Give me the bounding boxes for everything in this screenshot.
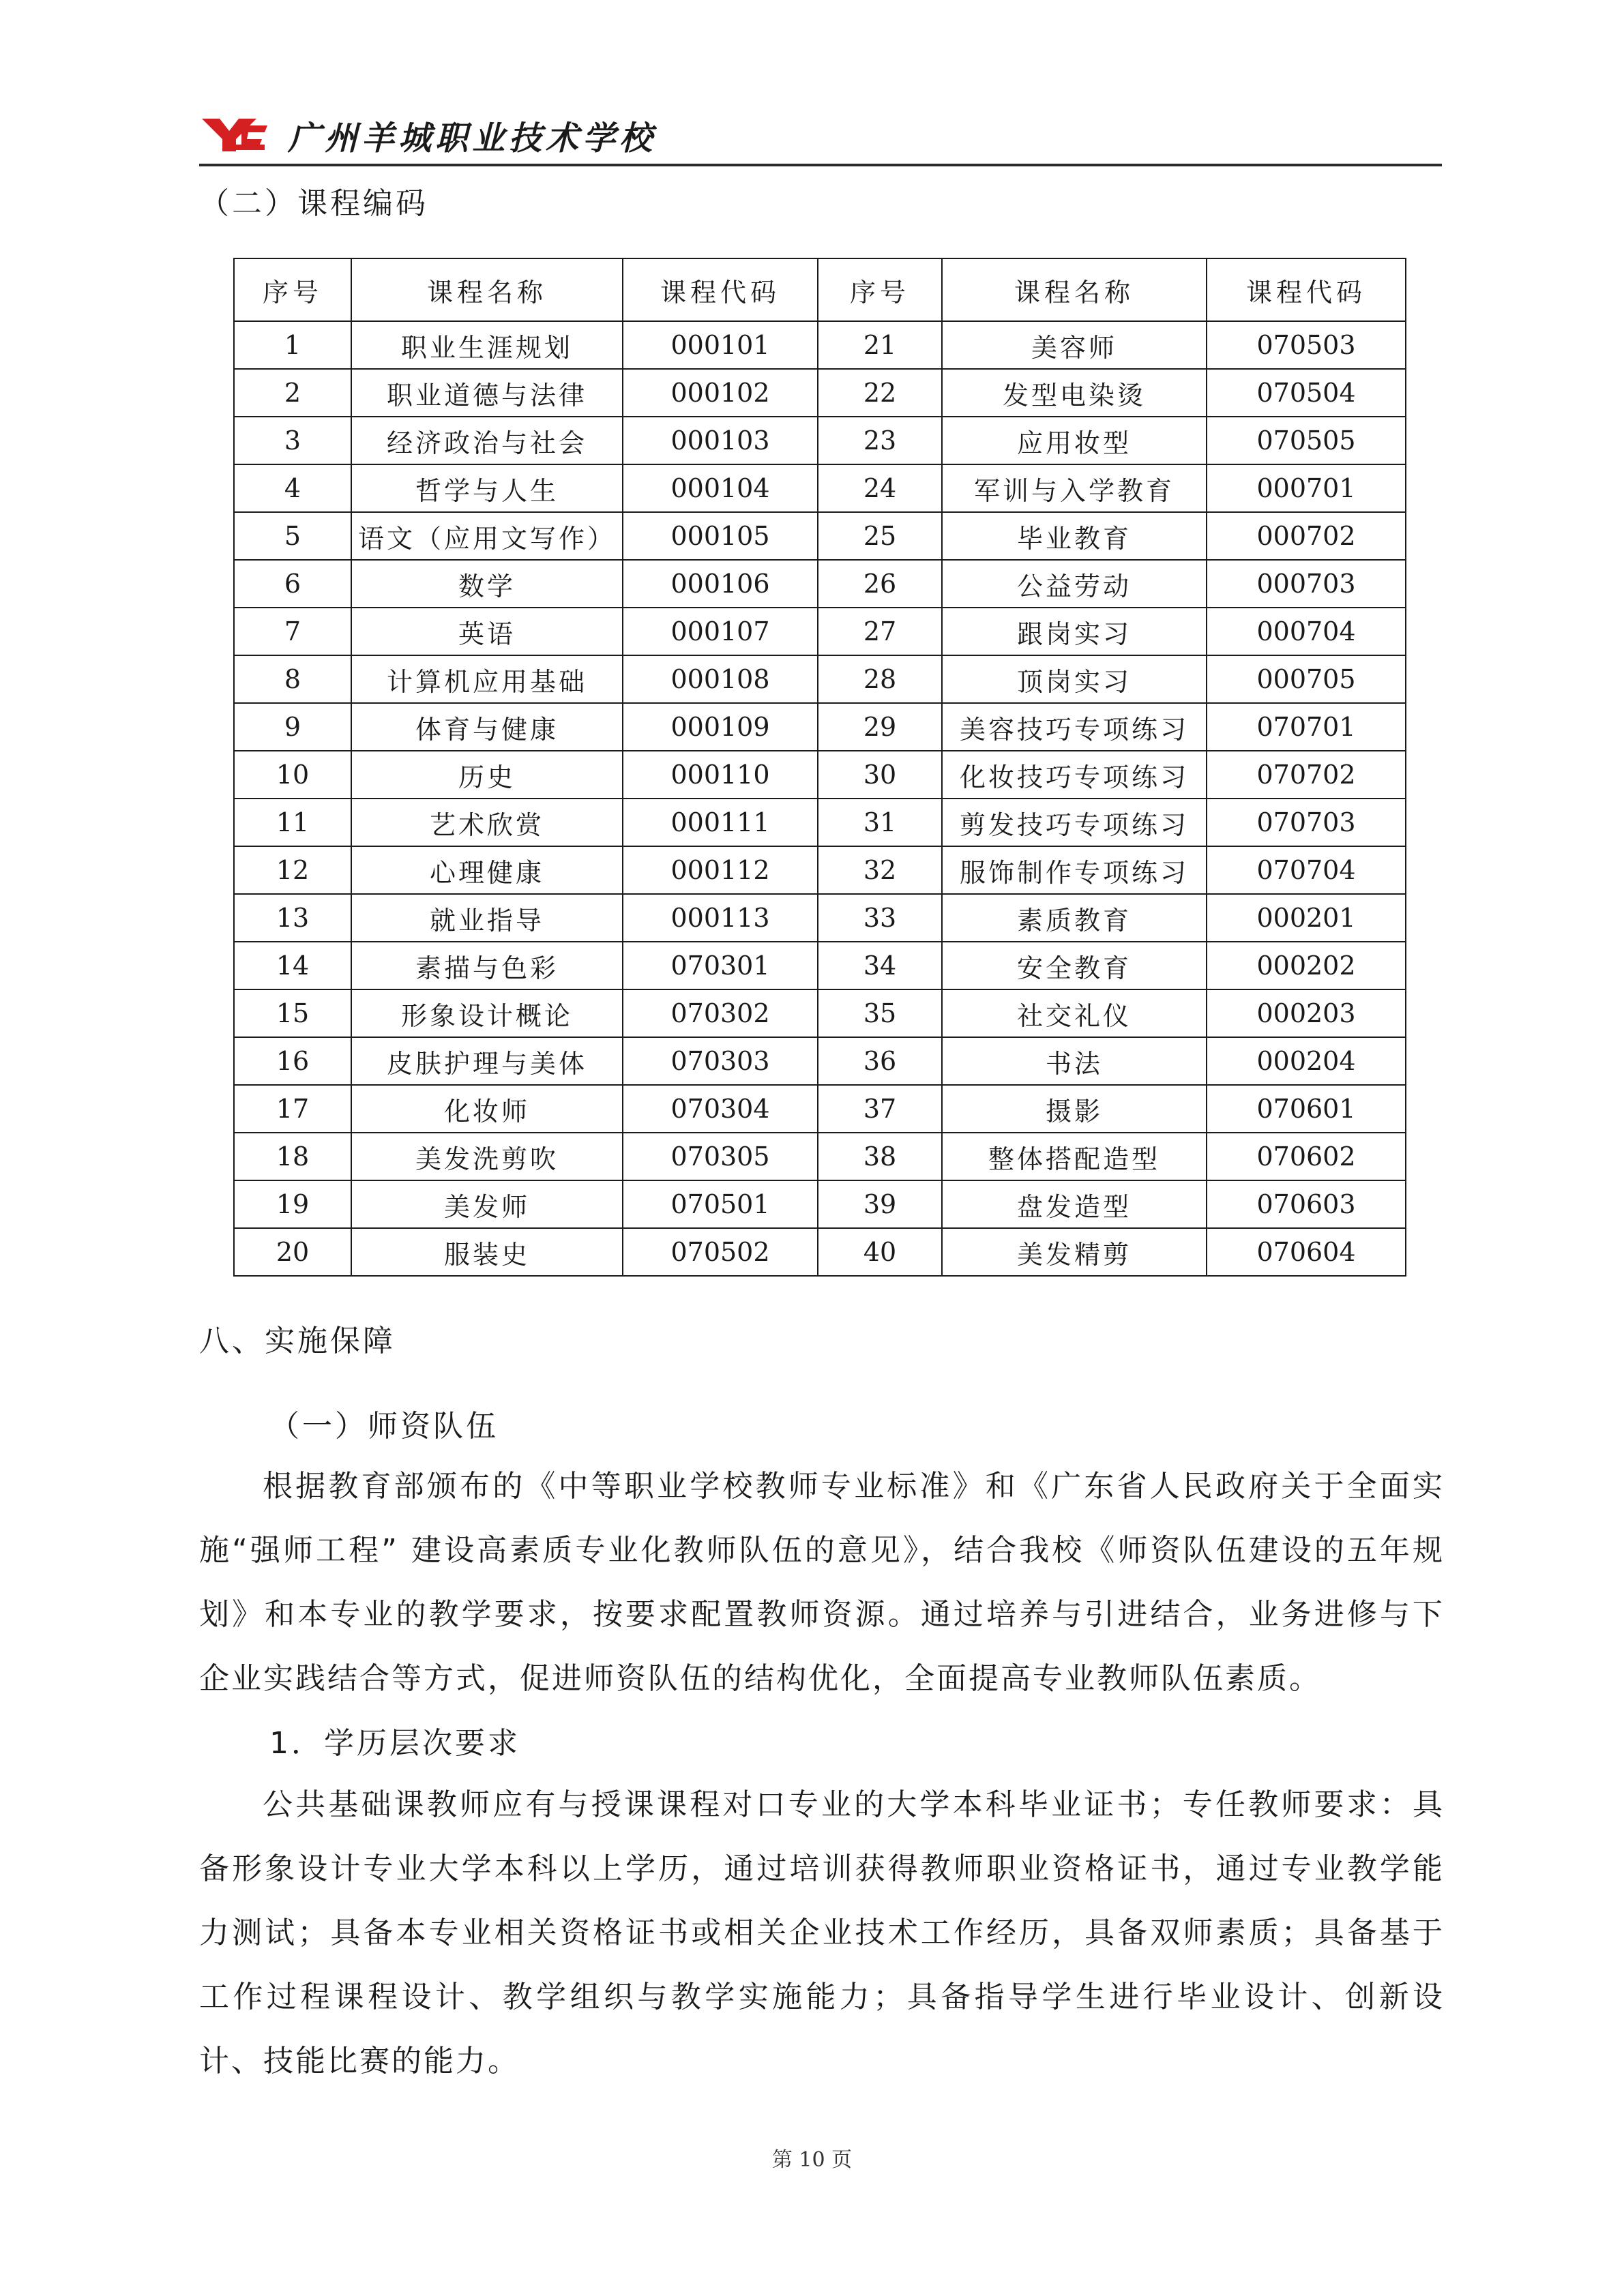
table-row — [234, 799, 1406, 846]
course-code: 070503 — [1207, 321, 1406, 369]
row-index: 7 — [234, 608, 351, 655]
row-index: 27 — [818, 608, 942, 655]
header-course-code: 课程代码 — [1207, 258, 1406, 321]
row-index: 5 — [234, 512, 351, 560]
row-index: 4 — [234, 464, 351, 512]
course-name: 社交礼仪 — [942, 989, 1207, 1037]
table-row — [234, 464, 1406, 512]
row-index: 6 — [234, 560, 351, 608]
course-code: 070301 — [623, 942, 818, 989]
paragraph: 根据教育部颁布的《中等职业学校教师专业标准》和《广东省人民政府关于全面实施“强师工程” 建设高素质专业化教师队伍的意见》，结合我校《师资队伍建设的五年规划》和本专业的教学要求，按要求配置教师资源。通过培养与引进结合，业务进修与下企业实践结合等方式，促进师资队伍的结构优化，全面提高专业教师队伍素质。 — [199, 1469, 1445, 1696]
row-index: 9 — [234, 703, 351, 751]
course-code: 000109 — [623, 703, 818, 751]
header-index: 序号 — [818, 258, 942, 321]
course-code: 070603 — [1207, 1180, 1406, 1228]
row-index: 37 — [818, 1085, 942, 1133]
course-name: 应用妆型 — [942, 417, 1207, 464]
row-index: 25 — [818, 512, 942, 560]
course-code: 070505 — [1207, 417, 1406, 464]
yc-logo-icon — [199, 113, 270, 154]
header-index: 序号 — [234, 258, 351, 321]
row-index: 13 — [234, 894, 351, 942]
row-index: 30 — [818, 751, 942, 799]
course-name: 英语 — [351, 608, 623, 655]
course-code: 000703 — [1207, 560, 1406, 608]
course-name: 素描与色彩 — [351, 942, 623, 989]
table-row — [234, 894, 1406, 942]
course-name: 美发精剪 — [942, 1228, 1207, 1276]
course-code: 000104 — [623, 464, 818, 512]
course-code: 070702 — [1207, 751, 1406, 799]
course-code: 000101 — [623, 321, 818, 369]
course-name: 体育与健康 — [351, 703, 623, 751]
table-row — [234, 655, 1406, 703]
course-code: 000202 — [1207, 942, 1406, 989]
course-code: 070604 — [1207, 1228, 1406, 1276]
course-name: 职业道德与法律 — [351, 369, 623, 417]
course-code-table — [233, 258, 1406, 1277]
course-code: 000105 — [623, 512, 818, 560]
course-name: 顶岗实习 — [942, 655, 1207, 703]
school-name: 广州羊城职业技术学校 — [288, 119, 657, 158]
course-name: 经济政治与社会 — [351, 417, 623, 464]
course-code: 070502 — [623, 1228, 818, 1276]
course-name: 就业指导 — [351, 894, 623, 942]
course-code: 000103 — [623, 417, 818, 464]
table-row — [234, 608, 1406, 655]
row-index: 33 — [818, 894, 942, 942]
table-row — [234, 369, 1406, 417]
table-row — [234, 417, 1406, 464]
row-index: 17 — [234, 1085, 351, 1133]
row-index: 16 — [234, 1037, 351, 1085]
course-code: 000113 — [623, 894, 818, 942]
table-row — [234, 703, 1406, 751]
course-name: 语文（应用文写作） — [351, 512, 623, 560]
course-name: 数学 — [351, 560, 623, 608]
course-code: 070701 — [1207, 703, 1406, 751]
row-index: 19 — [234, 1180, 351, 1228]
row-index: 32 — [818, 846, 942, 894]
course-name: 跟岗实习 — [942, 608, 1207, 655]
course-code: 070602 — [1207, 1133, 1406, 1180]
table-row — [234, 751, 1406, 799]
course-name: 整体搭配造型 — [942, 1133, 1207, 1180]
course-code: 000111 — [623, 799, 818, 846]
course-name: 计算机应用基础 — [351, 655, 623, 703]
row-index: 31 — [818, 799, 942, 846]
subsection-title: （一）师资队伍 — [269, 1409, 499, 1444]
course-name: 化妆师 — [351, 1085, 623, 1133]
row-index: 11 — [234, 799, 351, 846]
table-row — [234, 512, 1406, 560]
table-row — [234, 1133, 1406, 1180]
paragraph: 公共基础课教师应有与授课课程对口专业的大学本科毕业证书；专任教师要求：具备形象设计专业大学本科以上学历，通过培训获得教师职业资格证书，通过专业教学能力测试；具备本专业相关资格证书或相关企业技术工作经历，具备双师素质；具备基于工作过程课程设计、教学组织与教学实施能力；具备指导学生进行毕业设计、创新设计、技能比赛的能力。 — [199, 1787, 1445, 2078]
row-index: 24 — [818, 464, 942, 512]
course-code: 000112 — [623, 846, 818, 894]
item-title: 1．学历层次要求 — [269, 1726, 520, 1761]
row-index: 35 — [818, 989, 942, 1037]
row-index: 14 — [234, 942, 351, 989]
course-code: 000201 — [1207, 894, 1406, 942]
row-index: 28 — [818, 655, 942, 703]
course-name: 服饰制作专项练习 — [942, 846, 1207, 894]
row-index: 20 — [234, 1228, 351, 1276]
header-course-code: 课程代码 — [623, 258, 818, 321]
course-name: 哲学与人生 — [351, 464, 623, 512]
row-index: 10 — [234, 751, 351, 799]
course-code: 000106 — [623, 560, 818, 608]
table-row — [234, 560, 1406, 608]
course-code: 000102 — [623, 369, 818, 417]
row-index: 1 — [234, 321, 351, 369]
row-index: 2 — [234, 369, 351, 417]
course-name: 皮肤护理与美体 — [351, 1037, 623, 1085]
table-row — [234, 846, 1406, 894]
table-row — [234, 1037, 1406, 1085]
course-code: 070703 — [1207, 799, 1406, 846]
course-code: 000107 — [623, 608, 818, 655]
table-row — [234, 1228, 1406, 1276]
course-code: 070504 — [1207, 369, 1406, 417]
course-name: 形象设计概论 — [351, 989, 623, 1037]
table-header-row — [234, 258, 1406, 321]
row-index: 18 — [234, 1133, 351, 1180]
row-index: 40 — [818, 1228, 942, 1276]
row-index: 8 — [234, 655, 351, 703]
course-name: 历史 — [351, 751, 623, 799]
table-row — [234, 942, 1406, 989]
table-row — [234, 989, 1406, 1037]
course-name: 美发师 — [351, 1180, 623, 1228]
row-index: 29 — [818, 703, 942, 751]
header-course-name: 课程名称 — [351, 258, 623, 321]
row-index: 21 — [818, 321, 942, 369]
course-code: 000110 — [623, 751, 818, 799]
course-name: 发型电染烫 — [942, 369, 1207, 417]
course-code: 070305 — [623, 1133, 818, 1180]
table-row — [234, 321, 1406, 369]
course-code: 000702 — [1207, 512, 1406, 560]
course-name: 书法 — [942, 1037, 1207, 1085]
course-name: 职业生涯规划 — [351, 321, 623, 369]
course-name: 艺术欣赏 — [351, 799, 623, 846]
course-name: 摄影 — [942, 1085, 1207, 1133]
row-index: 15 — [234, 989, 351, 1037]
course-name: 剪发技巧专项练习 — [942, 799, 1207, 846]
row-index: 36 — [818, 1037, 942, 1085]
course-name: 盘发造型 — [942, 1180, 1207, 1228]
course-code: 070302 — [623, 989, 818, 1037]
page-number: 第 10 页 — [771, 2148, 853, 2172]
section-heading: （二）课程编码 — [199, 186, 428, 221]
row-index: 12 — [234, 846, 351, 894]
row-index: 23 — [818, 417, 942, 464]
course-code: 000701 — [1207, 464, 1406, 512]
course-code: 070304 — [623, 1085, 818, 1133]
course-code: 000204 — [1207, 1037, 1406, 1085]
row-index: 38 — [818, 1133, 942, 1180]
course-code: 000705 — [1207, 655, 1406, 703]
row-index: 34 — [818, 942, 942, 989]
row-index: 39 — [818, 1180, 942, 1228]
course-name: 心理健康 — [351, 846, 623, 894]
page-header — [199, 109, 1442, 166]
course-name: 美容师 — [942, 321, 1207, 369]
table-row — [234, 1180, 1406, 1228]
course-code: 000203 — [1207, 989, 1406, 1037]
course-name: 美容技巧专项练习 — [942, 703, 1207, 751]
course-code: 000704 — [1207, 608, 1406, 655]
table-row — [234, 1085, 1406, 1133]
course-code: 070303 — [623, 1037, 818, 1085]
course-name: 安全教育 — [942, 942, 1207, 989]
course-name: 公益劳动 — [942, 560, 1207, 608]
course-name: 素质教育 — [942, 894, 1207, 942]
course-name: 军训与入学教育 — [942, 464, 1207, 512]
course-name: 化妆技巧专项练习 — [942, 751, 1207, 799]
row-index: 26 — [818, 560, 942, 608]
course-code: 070704 — [1207, 846, 1406, 894]
course-name: 服装史 — [351, 1228, 623, 1276]
row-index: 22 — [818, 369, 942, 417]
header-course-name: 课程名称 — [942, 258, 1207, 321]
course-code: 070601 — [1207, 1085, 1406, 1133]
section-8-title: 八、实施保障 — [199, 1324, 396, 1358]
course-code: 070501 — [623, 1180, 818, 1228]
course-name: 美发洗剪吹 — [351, 1133, 623, 1180]
row-index: 3 — [234, 417, 351, 464]
course-name: 毕业教育 — [942, 512, 1207, 560]
course-code: 000108 — [623, 655, 818, 703]
